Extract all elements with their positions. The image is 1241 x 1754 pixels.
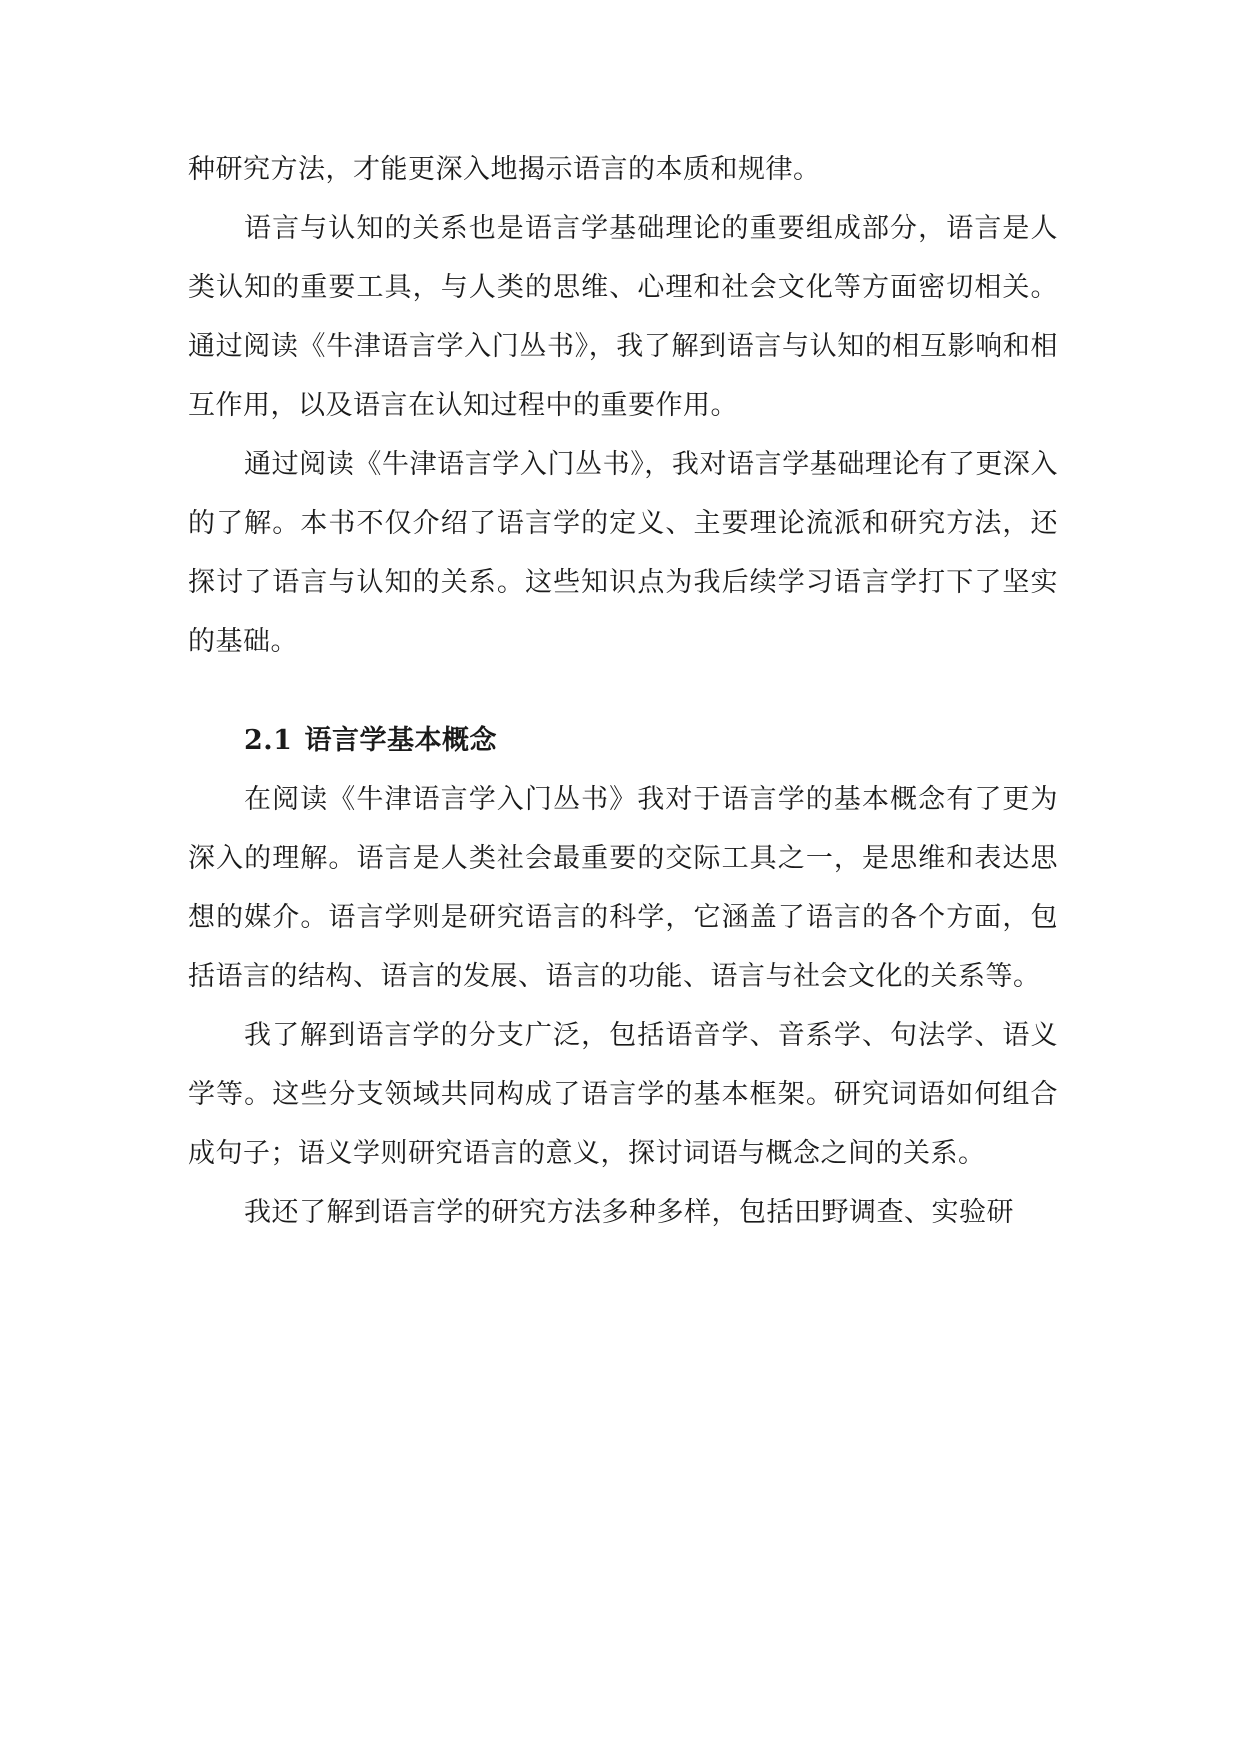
section-number: 2.1 xyxy=(244,725,293,756)
document-body xyxy=(188,140,1058,1242)
paragraph-continuation: 种研究方法，才能更深入地揭示语言的本质和规律。 xyxy=(188,154,821,185)
paragraph-basic-concepts: 在阅读《牛津语言学入门丛书》我对于语言学的基本概念有了更为深入的理解。语言是人类社会最重要的交际工具之一，是思维和表达思想的媒介。语言学则是研究语言的科学，它涵盖了语言的各个方面，包括语言的结构、语言的发展、语言的功能、语言与社会文化的关系等。 xyxy=(188,784,1058,992)
paragraph-branches: 我了解到语言学的分支广泛，包括语音学、音系学、句法学、语义学等。这些分支领域共同构成了语言学的基本框架。研究词语如何组合成句子；语义学则研究语言的意义，探讨词语与概念之间的关系。 xyxy=(188,1020,1058,1169)
paragraph-summary: 通过阅读《牛津语言学入门丛书》，我对语言学基础理论有了更深入的了解。本书不仅介绍了语言学的定义、主要理论流派和研究方法，还探讨了语言与认知的关系。这些知识点为我后续学习语言学打下了坚实的基础。 xyxy=(188,449,1058,657)
paragraph-methods: 我还了解到语言学的研究方法多种多样，包括田野调查、实验研 xyxy=(244,1197,1014,1228)
paragraph-language-cognition: 语言与认知的关系也是语言学基础理论的重要组成部分，语言是人类认知的重要工具，与人类的思维、心理和社会文化等方面密切相关。通过阅读《牛津语言学入门丛书》，我了解到语言与认知的相互影响和相互作用，以及语言在认知过程中的重要作用。 xyxy=(188,213,1058,421)
section-title: 语言学基本概念 xyxy=(304,725,497,756)
section-heading xyxy=(188,711,1058,770)
